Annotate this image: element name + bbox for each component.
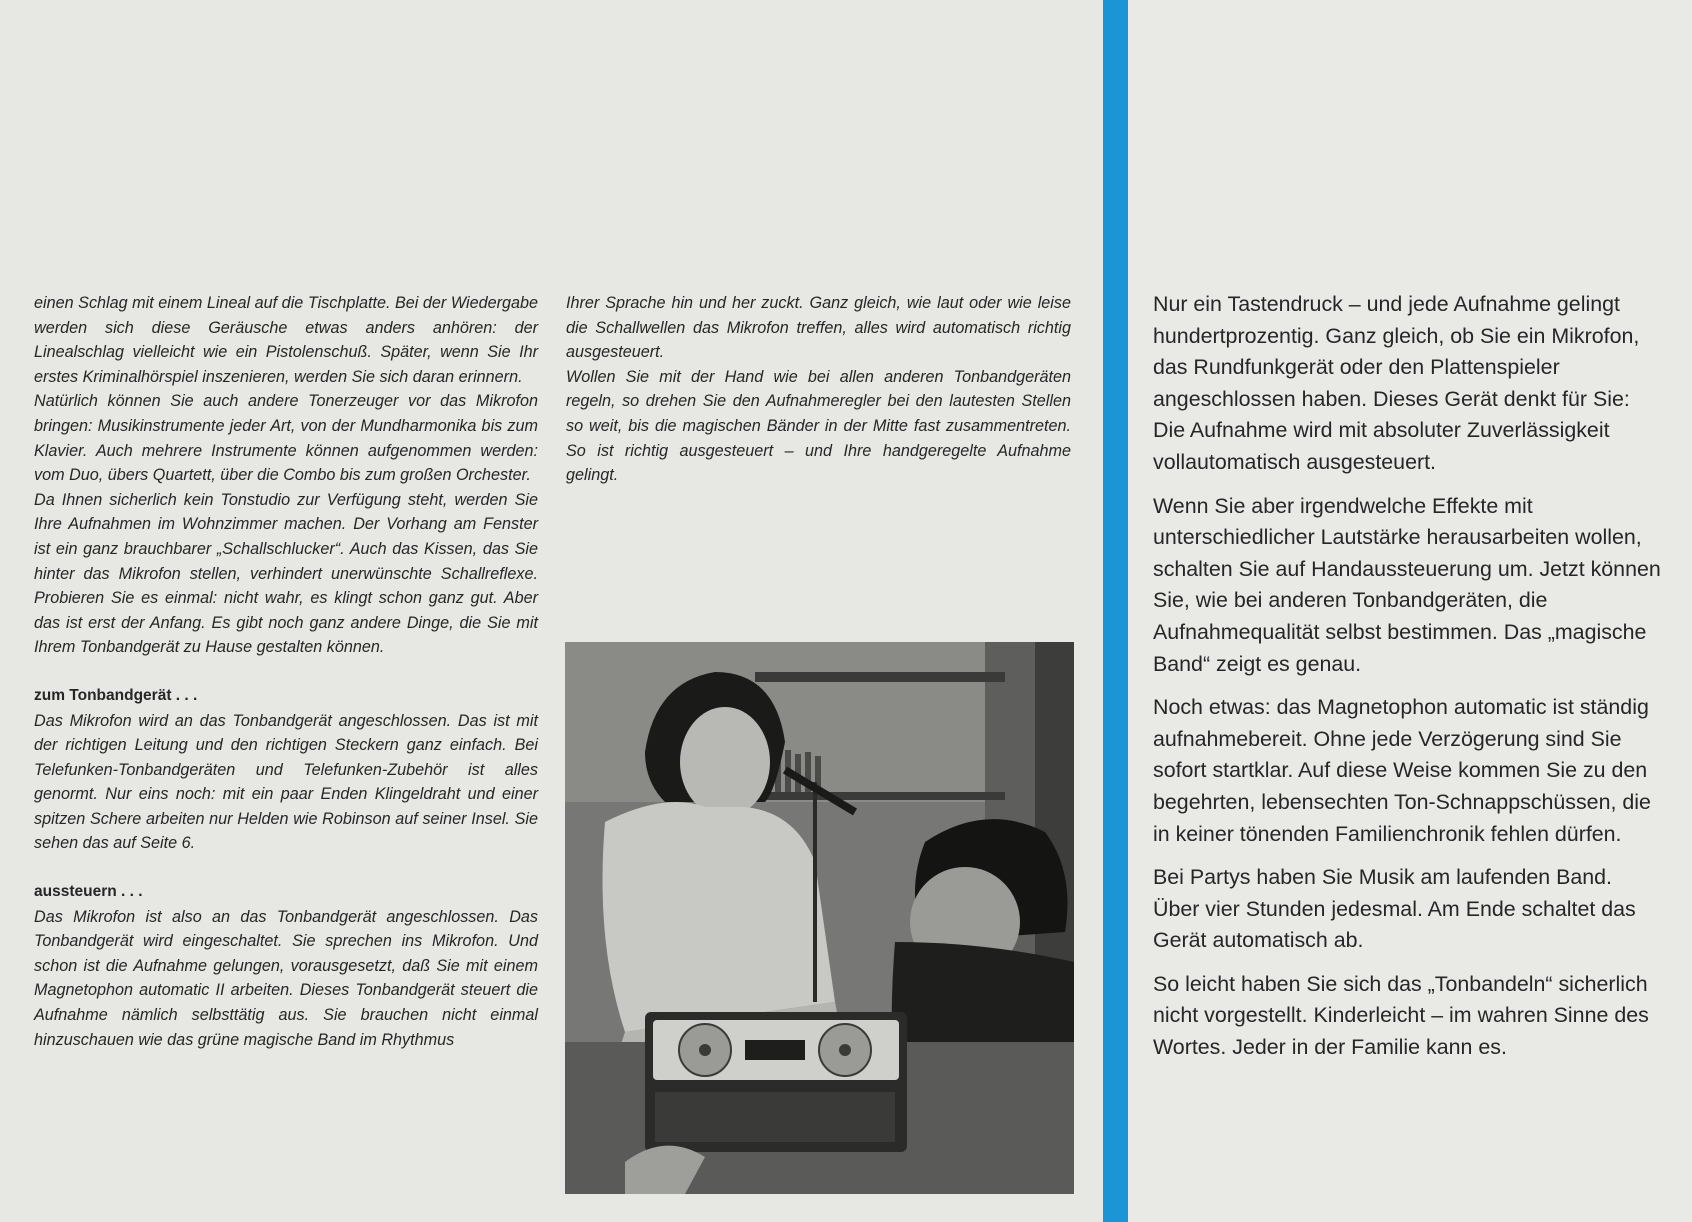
paragraph: Das Mikrofon ist also an das Tonbandgerät angeschlossen. Das Tonbandgerät wird eingeschaltet. Sie sprechen ins Mikrofon. Und schon ist die Aufnahme gelungen, vorausgesetzt, daß Sie mit einem Magnetophon automatic II arbeiten. Dieses Tonbandgerät steuert die Aufnahme nämlich selbsttätig aus. Sie brauchen nicht einmal hinzuschauen wie das grüne magische Band im Rhythmus (34, 907, 538, 1049)
paragraph: So leicht haben Sie sich das „Tonbandeln“ sicherlich nicht vorgestellt. Kinderleicht – im wahren Sinne des Wortes. Jeder in der Familie kann es. (1153, 971, 1649, 1060)
paragraph: Wenn Sie aber irgendwelche Effekte mit unterschiedlicher Lautstärke herausarbeiten wollen, schalten Sie auf Handaussteuerung um. Jetzt können Sie, wie bei anderen Tonbandgeräten, die Aufnahmequalität selbst bestimmen. Das „magische Band“ zeigt es genau. (1153, 493, 1661, 676)
paragraph: Bei Partys haben Sie Musik am laufenden Band. Über vier Stunden jedesmal. Am Ende schaltet das Gerät automatisch ab. (1153, 865, 1636, 953)
section-heading-tonbandgeraet: zum Tonbandgerät . . . (34, 686, 198, 704)
paragraph: Noch etwas: das Magnetophon automatic ist ständig aufnahmebereit. Ohne jede Verzögerung sind Sie sofort startklar. Auf diese Weise kommen Sie zu den begehrten, lebensechten Ton-Schnappschüssen, die in keiner tönenden Familienchronik fehlen dürfen. (1153, 695, 1651, 846)
text-column-middle (566, 291, 1071, 488)
paragraph: Wollen Sie mit der Hand wie bei allen anderen Tonbandgeräten regeln, so drehen Sie den Aufnahmeregler bei den lautesten Stellen so weit, bis die magischen Bänder in der Mitte fast zusammentreten. So ist richtig ausgesteuert – und Ihre handgeregelte Aufnahme gelingt. (566, 367, 1071, 485)
paragraph: Natürlich können Sie auch andere Tonerzeuger vor das Mikrofon bringen: Musikinstrumente jeder Art, von der Mundharmonika bis zum Klavier. Auch mehrere Instrumente können aufgenommen werden: vom Duo, übers Quartett, über die Combo bis zum großen Orchester. (34, 392, 538, 485)
paragraph: Nur ein Tastendruck – und jede Aufnahme gelingt hundertprozentig. Ganz gleich, ob Sie ein Mikrofon, das Rundfunkgerät oder den Plattenspieler angeschlossen haben. Dieses Gerät denkt für Sie: Die Aufnahme wird mit absoluter Zuverlässigkeit vollautomatisch ausgesteuert. (1153, 292, 1640, 474)
photo-tape-recorder-scene (565, 642, 1074, 1194)
paragraph: einen Schlag mit einem Lineal auf die Tischplatte. Bei der Wiedergabe werden sich diese Geräusche etwas anders anhören: der Linealschlag vielleicht wie ein Pistolenschuß. Später, wenn Sie Ihr erstes Kriminalhörspiel inszenieren, werden Sie sich daran erinnern. (34, 294, 538, 386)
paragraph: Da Ihnen sicherlich kein Tonstudio zur Verfügung steht, werden Sie Ihre Aufnahmen im Wohnzimmer machen. Der Vorhang am Fenster ist ein ganz brauchbarer „Schallschlucker“. Auch das Kissen, das Sie hinter das Mikrofon stellen, verhindert unerwünschte Schallreflexe. Probieren Sie es einmal: nicht wahr, es klingt schon ganz gut. Aber das ist erst der Anfang. Es gibt noch ganz andere Dinge, die Sie mit Ihrem Tonbandgerät zu Hause gestalten können. (34, 490, 538, 657)
text-column-right (1153, 289, 1663, 1076)
accent-stripe (1103, 0, 1128, 1222)
paragraph: Ihrer Sprache hin und her zuckt. Ganz gleich, wie laut oder wie leise die Schallwellen das Mikrofon treffen, alles wird automatisch richtig ausgesteuert. (566, 294, 1071, 362)
text-column-left (34, 291, 538, 1052)
paragraph: Das Mikrofon wird an das Tonbandgerät angeschlossen. Das ist mit der richtigen Leitung und den richtigen Steckern ganz einfach. Bei Telefunken-Tonbandgeräten und Telefunken-Zubehör ist alles genormt. Nur eins noch: mit ein paar Enden Klingeldraht und einer spitzen Schere arbeiten nur Helden wie Robinson auf seiner Insel. Sie sehen das auf Seite 6. (34, 711, 538, 853)
section-heading-aussteuern: aussteuern . . . (34, 883, 143, 901)
